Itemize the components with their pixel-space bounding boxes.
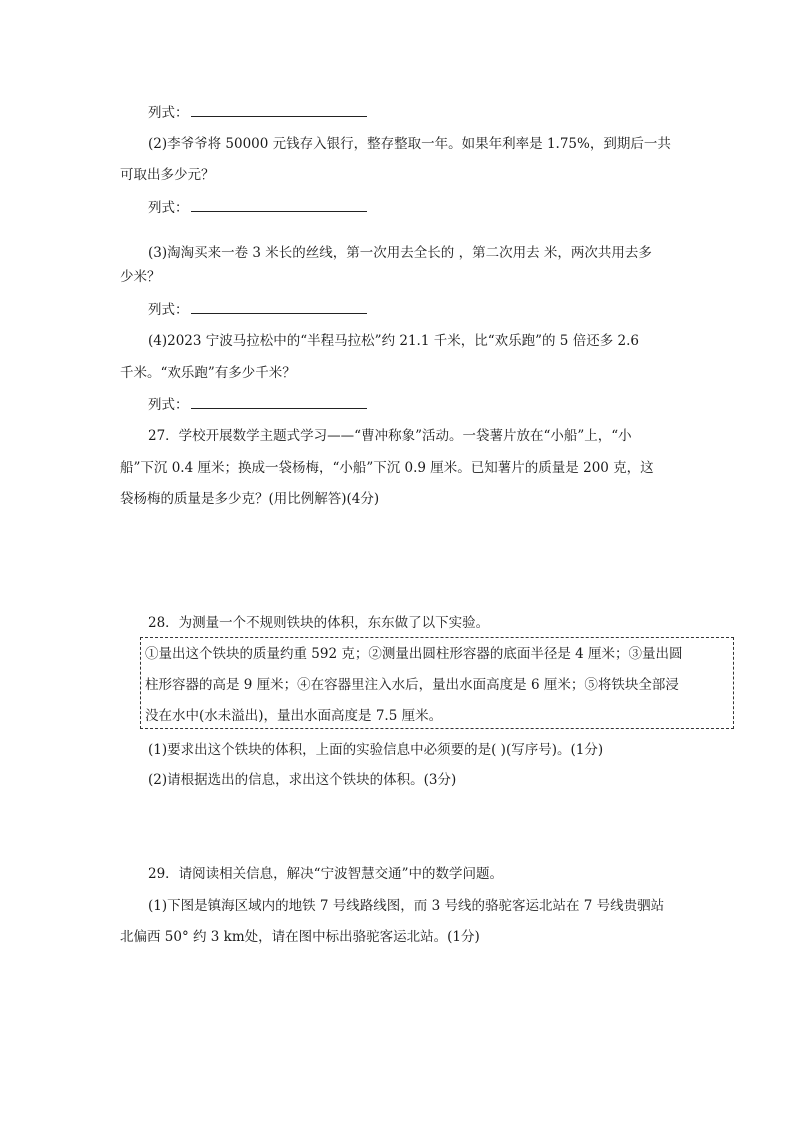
answer-blank[interactable] [191,102,367,117]
formula-label: 列式： [148,105,189,121]
q2-line-2: 可取出多少元？ [120,167,215,183]
formula-label: 列式： [148,397,189,413]
formula-line-1 [148,102,367,123]
q28-box-line-3: 没在水中(水未溢出)，量出水面高度是 7.5 厘米。 [145,708,443,724]
answer-blank[interactable] [191,394,367,409]
formula-line-4 [148,394,367,415]
q29-sub-1-line-2: 北偏西 50° 约 3 km处，请在图中标出骆驼客运北站。(1分) [120,929,480,945]
q27-line-3: 袋杨梅的质量是多少克？(用比例解答)(4分) [120,491,380,507]
q3-line-1: (3)淘淘买来一卷 3 米长的丝线，第一次用去全长的 ，第二次用去 米，两次共用去多 [148,245,652,261]
answer-blank[interactable] [191,197,367,212]
q27-line-1: 27．学校开展数学主题式学习——“曹冲称象”活动。一袋薯片放在“小船”上，“小 [148,428,632,444]
formula-label: 列式： [148,302,189,318]
q28-sub-2: (2)请根据选出的信息，求出这个铁块的体积。(3分) [148,772,457,788]
q29-intro: 29．请阅读相关信息，解决“宁波智慧交通”中的数学问题。 [148,866,503,882]
q29-sub-1-line-1: (1)下图是镇海区域内的地铁 7 号线路线图，而 3 号线的骆驼客运北站在 7 号线贵驷站 [148,898,665,914]
q28-box-line-1: ①量出这个铁块的质量约重 592 克；②测量出圆柱形容器的底面半径是 4 厘米；③量出圆 [145,646,683,662]
q27-line-2: 船”下沉 0.4 厘米；换成一袋杨梅，“小船”下沉 0.9 厘米。已知薯片的质量是 200 克，这 [120,460,654,476]
answer-blank[interactable] [191,299,367,314]
q28-box-line-2: 柱形容器的高是 9 厘米；④在容器里注入水后，量出水面高度是 6 厘米；⑤将铁块全部浸 [145,677,679,693]
formula-label: 列式： [148,200,189,216]
q28-sub-1: (1)要求出这个铁块的体积，上面的实验信息中必须要的是( )(写序号)。(1分) [148,742,604,758]
q3-line-2: 少米？ [120,269,161,285]
q28-info-box [140,637,734,729]
q4-line-1: (4)2023 宁波马拉松中的“半程马拉松”约 21.1 千米，比“欢乐跑”的 5 倍还多 2.6 [148,333,639,349]
formula-line-3 [148,299,367,320]
q2-line-1: (2)李爷爷将 50000 元钱存入银行，整存整取一年。如果年利率是 1.75%，到期后一共 [148,136,671,152]
q4-line-2: 千米。“欢乐跑”有多少千米？ [120,365,296,381]
q28-intro: 28．为测量一个不规则铁块的体积，东东做了以下实验。 [148,615,490,631]
formula-line-2 [148,197,367,218]
